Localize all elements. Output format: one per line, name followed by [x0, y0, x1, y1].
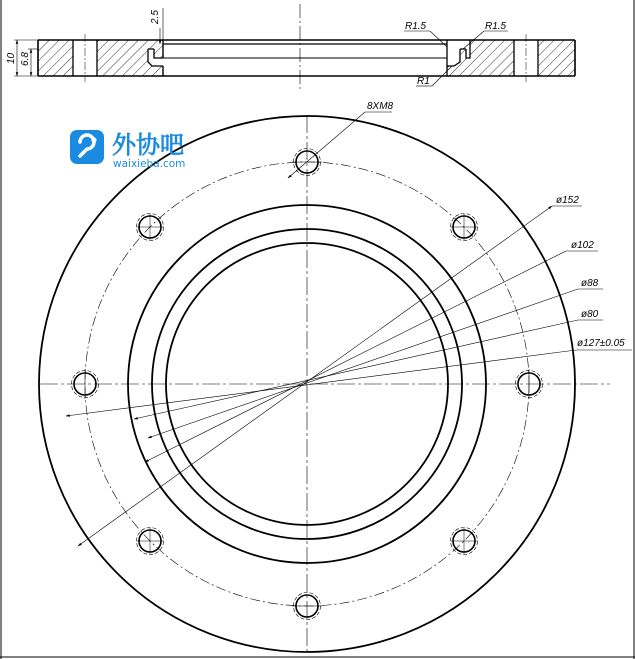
diameter-label-80: ø80: [581, 309, 599, 320]
diameter-127-dim: [66, 338, 632, 416]
diameter-label-152: ø152: [556, 195, 579, 206]
diameter-label-88: ø88: [581, 278, 599, 289]
dim-step: 6.8: [20, 52, 31, 66]
watermark-brand: 外协吧: [112, 131, 184, 159]
diameter-label-102: ø102: [571, 240, 594, 251]
bolt-hole-top-right: [451, 214, 478, 241]
diameter-88-dim: [148, 278, 603, 438]
dim-groove-depth: 2.5: [150, 10, 161, 24]
diameter-label-127: ø127±0.05: [577, 338, 625, 349]
diameter-102-dim: [145, 240, 598, 462]
bolt-hole-top-left: [137, 214, 164, 241]
watermark-url: waixieba.com: [113, 158, 186, 170]
radius-label-right: R1.5: [485, 21, 507, 32]
brand-logo-icon: [70, 130, 104, 164]
section-view: [6, 4, 575, 90]
plan-view: [39, 101, 632, 655]
diameter-80-dim: [134, 309, 603, 419]
dim-height: 10: [6, 52, 17, 64]
radius-label-bottom: R1: [417, 76, 430, 87]
hole-callout: 8XM8: [367, 101, 394, 112]
radius-label-left: R1.5: [405, 21, 427, 32]
bolt-hole-bottom-right: [451, 528, 478, 555]
watermark: [70, 130, 185, 170]
diameter-152-dim: [78, 195, 582, 546]
bolt-hole-bottom-left: [137, 528, 164, 555]
